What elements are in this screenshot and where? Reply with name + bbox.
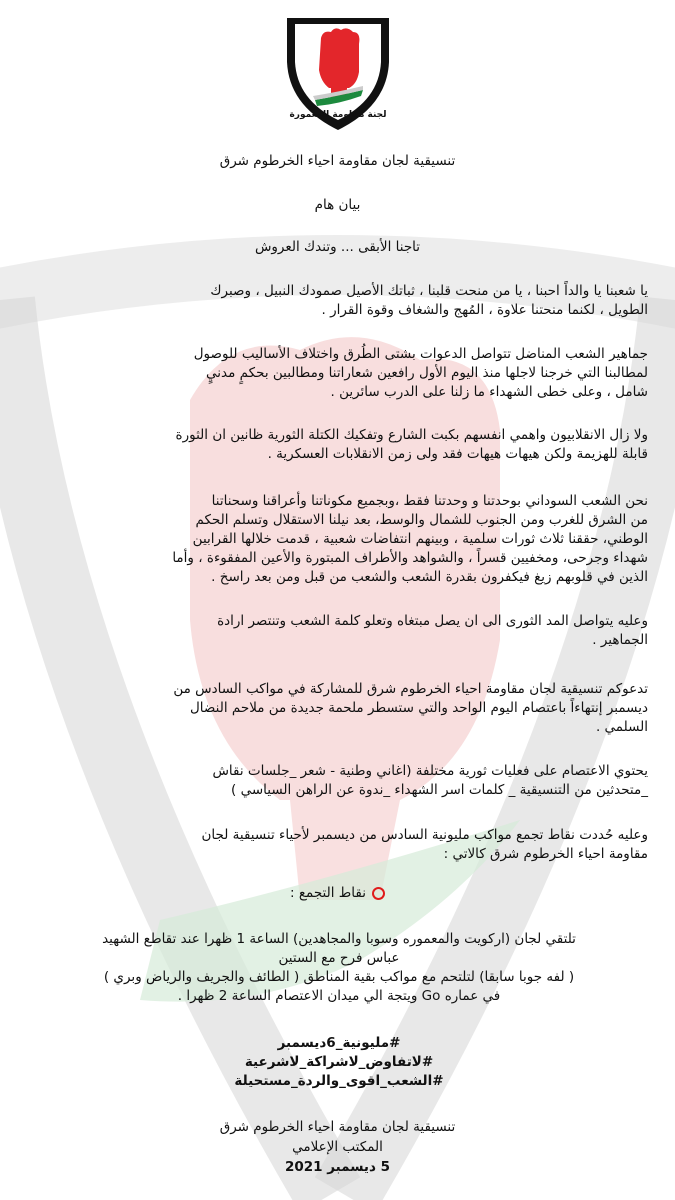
slogan: تاجنا الأبقى ... وتندك العروش [254,239,421,255]
hashtag: #مليونية_6ديسمبر [277,1035,401,1051]
paragraph-line: وعليه يتواصل المد الثورى الى ان يصل مبتغاه وتعلو كلمة الشعب وتنتصر ارادة [217,613,648,629]
paragraph-line: نحن الشعب السوداني بوحدتنا و وحدتنا فقط ،وبجميع مكوناتنا وأعراقنا وسحناتنا [211,493,648,509]
paragraph-line: تدعوكم تنسيقية لجان مقاومة احياء الخرطوم شرق للمشاركة في مواكب السادس من [173,681,648,697]
gathering-heading-text: نقاط التجمع : [290,885,366,901]
paragraph-8 [30,826,648,864]
paragraph-line: الجماهير . [592,632,648,648]
footer-date: 5 ديسمبر 2021 [284,1159,391,1175]
paragraph-line: مقاومة احياء الخرطوم شرق كالاتي : [443,846,648,862]
paragraph-line: الطويل ، لكنما منحتنا علاوة ، المُهج والشغاف وقوة القرار . [321,302,648,318]
paragraph-line: شهداء وجرحى، ومخفيين قسراً ، والشواهد والأطراف المبتورة والأعين المفقوءة ، وأما [172,550,648,566]
paragraph-line: الذين في قلوبهم زيغ فيكفرون بقدرة الشعب والشعب من قبل ومن بعد راسخ . [211,569,648,585]
paragraph-3 [30,426,648,464]
paragraph-line: يا شعبنا يا والداً احبنا ، يا من منحت قلبنا ، ثباتك الأصيل صمودك النبيل ، وصبرك [210,283,648,299]
resistance-committee-logo [283,14,393,134]
gathering-line: تلتقي لجان (اركويت والمعموره وسوبا والمجاهدين) الساعة 1 ظهرا عند تقاطع الشهيد [102,931,576,947]
paragraph-line: ولا زال الانقلابيون واهمي انفسهم بكبت الشارع وتفكيك الكتلة الثورية ظانين ان الثورة [175,427,648,443]
paragraph-line: جماهير الشعب المناضل تتواصل الدعوات بشتى الطُرق واختلاف الأساليب للوصول [193,346,648,362]
paragraph-line: السلمي . [595,719,648,735]
gathering-line: في عماره Go ويتجة الي ميدان الاعتصام الساعة 2 ظهرا . [177,988,501,1004]
gathering-line: ( لفه جوبا سابقا) لتلتحم مع مواكب بقية المناطق ( الطائف والجريف والرياض وبري ) [103,969,575,985]
paragraph-4 [30,492,648,587]
paragraph-1 [30,282,648,320]
paragraph-line: _متحدثين من التنسيقية _ كلمات اسر الشهداء _ندوة عن الراهن السياسي ) [231,782,648,798]
paragraph-2 [30,345,648,402]
gathering-details [30,930,648,1006]
paragraph-5 [30,612,648,650]
gathering-line: عباس فرح مع الستين [278,950,400,966]
footer-org: تنسيقية لجان مقاومة احياء الخرطوم شرق [219,1119,456,1135]
gathering-heading [22,884,653,903]
paragraph-7 [30,762,648,800]
logo-caption: لجنة مقاومة المعمورة [289,110,387,120]
statement-label: بيان هام [314,197,361,213]
paragraph-line: من الشرق للغرب ومن الجنوب للشمال والوسط، بعد نيلنا الاستقلال وتسلم الحكم [195,512,648,528]
footer-office: المكتب الإعلامي [292,1139,383,1155]
org-title: تنسيقية لجان مقاومة احياء الخرطوم شرق [219,153,456,169]
paragraph-line: يحتوي الاعتصام على فعليات ثورية مختلفة (اغاني وطنية - شعر _جلسات نقاش [212,763,648,779]
hashtag: #الشعب_اقوى_والردة_مستحيلة [234,1073,444,1089]
fist-icon [319,28,359,88]
paragraph-line: لمطالبنا التي خرجنا لاجلها منذ اليوم الأول رافعين شعاراتنا ومطالبين بحكمٍ مدنيٍ [206,365,648,381]
hashtag: #لاتفاوض_لاشراكة_لاشرعية [244,1054,434,1070]
red-circle-icon [372,887,385,900]
paragraph-line: وعليه حُددت نقاط تجمع مواكب مليونية السادس من ديسمبر لأحياء تنسيقية لجان [201,827,648,843]
paragraph-line: ديسمبر إنتهاءاً باعتصام اليوم الواحد والتي ستسطر ملحمة جديدة من ملاحم النضال [190,700,648,716]
hashtags [30,1034,648,1091]
paragraph-line: الوطني، حققنا ثلاث ثورات سلمية ، وبينهم انتفاضات شعبية ، قدمت خلالها القرابين [192,531,648,547]
paragraph-6 [30,680,648,737]
paragraph-line: قابلة للهزيمة ولكن هيهات هيهات فقد ولى زمن الانقلابات العسكرية . [267,446,648,462]
paragraph-line: شامل ، وعلى خطى الشهداء ما زلنا على الدرب سائرين . [330,384,648,400]
